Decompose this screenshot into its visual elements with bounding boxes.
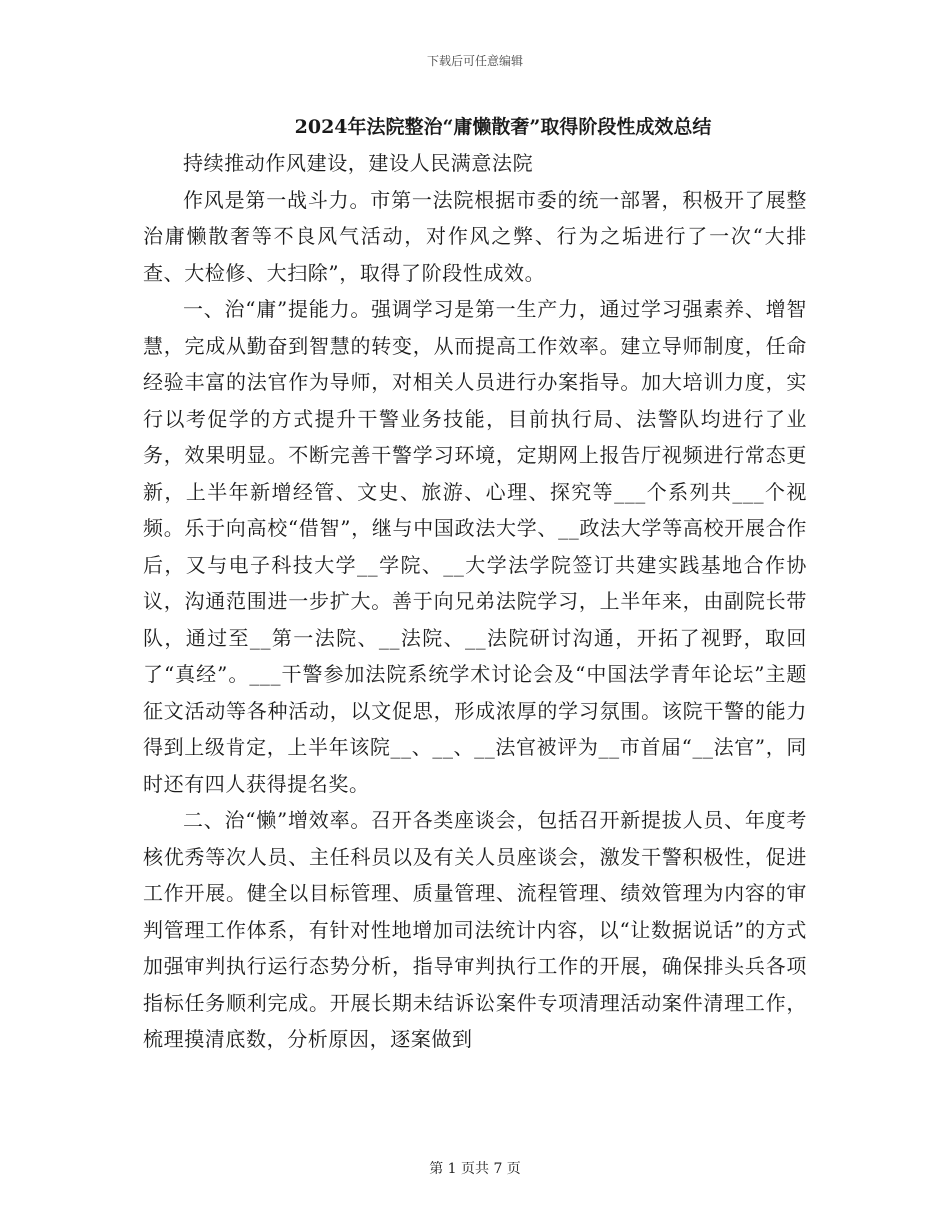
document-title: 2024年法院整治“庸懒散奢”取得阶段性成效总结	[294, 116, 712, 138]
page-number: 第 1 页共 7 页	[429, 1161, 521, 1177]
paragraph-intro: 作风是第一战斗力。市第一法院根据市委的统一部署，积极开了展整治庸懒散奢等不良风气活动，对作风之弊、行为之垢进行了一次“大排查、大检修、大扫除”，取得了阶段性成效。	[143, 187, 807, 285]
document-body	[143, 112, 807, 1058]
paragraph-subtitle: 持续推动作风建设，建设人民满意法院	[183, 151, 534, 175]
page-header-note: 下载后可任意编辑	[426, 54, 523, 68]
paragraph-section-2: 二、治“懒”增效率。召开各类座谈会，包括召开新提拔人员、年度考核优秀等次人员、主任科员以及有关人员座谈会，激发干警积极性，促进工作开展。健全以目标管理、质量管理、流程管理、绩效管理为内容的审判管理工作体系，有针对性地增加司法统计内容，以“让数据说话”的方式加强审判执行运行态势分析，指导审判执行工作的开展，确保排头兵各项指标任务顺利完成。开展长期未结诉讼案件专项清理活动案件清理工作，梳理摸清底数，分析原因，逐案做到	[143, 808, 807, 1051]
paragraph-section-1: 一、治“庸”提能力。强调学习是第一生产力，通过学习强素养、增智慧，完成从勤奋到智慧的转变，从而提高工作效率。建立导师制度，任命经验丰富的法官作为导师，对相关人员进行办案指导。加大培训力度，实行以考促学的方式提升干警业务技能，目前执行局、法警队均进行了业务，效果明显。不断完善干警学习环境，定期网上报告厅视频进行常态更新，上半年新增经管、文史、旅游、心理、探究等___个系列共___个视频。乐于向高校“借智”，继与中国政法大学、__政法大学等高校开展合作后，又与电子科技大学__学院、__大学法学院签订共建实践基地合作协议，沟通范围进一步扩大。善于向兄弟法院学习，上半年来，由副院长带队，通过至__第一法院、__法院、__法院研讨沟通，开拓了视野，取回了“真经”。___干警参加法院系统学术讨论会及“中国法学青年论坛”主题征文活动等各种活动，以文促思，形成浓厚的学习氛围。该院干警的能力得到上级肯定，上半年该院__、__、__法官被评为__市首届“__法官”，同时还有四人获得提名奖。	[143, 297, 807, 796]
